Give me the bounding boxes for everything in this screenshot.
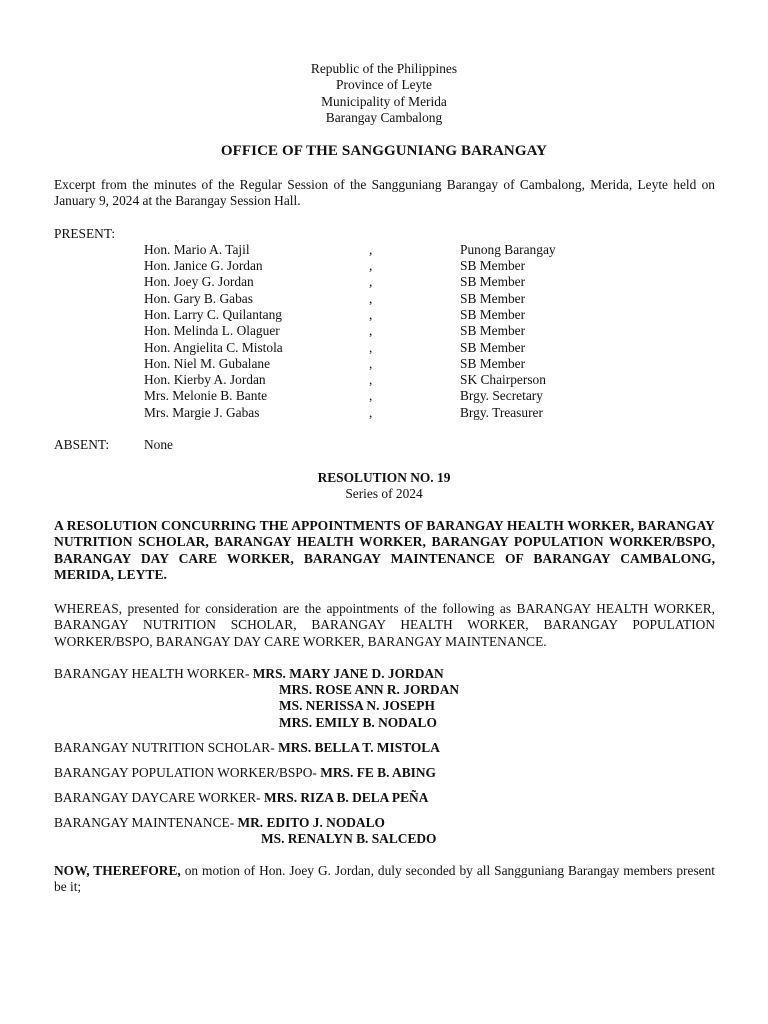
attendee-name: Hon. Joey G. Jordan [144, 274, 254, 289]
attendee-row [0, 323, 768, 339]
appointee-name: MRS. RIZA B. DELA PEÑA [263, 790, 429, 805]
appointee-name: MRS. ROSE ANN R. JORDAN [279, 682, 460, 697]
absent-line [54, 437, 174, 453]
attendee-separator: , [369, 307, 373, 322]
attendee-name: Hon. Mario A. Tajil [144, 242, 250, 257]
attendee-position: SB Member [460, 258, 526, 273]
attendee-position: SK Chairperson [460, 372, 546, 387]
attendee-position: SB Member [460, 307, 526, 322]
appointment-health-worker [54, 666, 444, 682]
appointment-daycare-worker [54, 790, 428, 806]
attendee-row [0, 388, 768, 404]
letterhead-barangay: Barangay Cambalong [325, 109, 443, 125]
appointment-maintenance [54, 815, 385, 831]
attendee-row [0, 258, 768, 274]
attendee-name: Mrs. Margie J. Gabas [144, 405, 260, 420]
attendee-row [0, 356, 768, 372]
attendee-separator: , [369, 291, 373, 306]
appointment-label: BARANGAY NUTRITION SCHOLAR- [54, 740, 279, 755]
attendee-position: SB Member [460, 340, 526, 355]
now-therefore-clause [54, 863, 715, 896]
excerpt-paragraph: Excerpt from the minutes of the Regular Session of the Sangguniang Barangay of Cambalong, Merida, Leyte held on January 9, 2024 at the Barangay Session Hall. [54, 177, 715, 209]
attendee-position: SB Member [460, 274, 526, 289]
attendee-row [0, 340, 768, 356]
attendee-name: Hon. Janice G. Jordan [144, 258, 263, 273]
appointee-name: MRS. MARY JANE D. JORDAN [252, 666, 444, 681]
attendee-separator: , [369, 372, 373, 387]
appointment-label: BARANGAY HEALTH WORKER- [54, 666, 253, 681]
letterhead-municipality: Municipality of Merida [321, 93, 447, 109]
attendee-separator: , [369, 340, 373, 355]
attendee-position: Punong Barangay [460, 242, 556, 257]
now-therefore-text: on motion of Hon. Joey G. Jordan, duly seconded by all Sangguniang Barangay members present be it; [54, 863, 716, 895]
attendee-name: Hon. Niel M. Gubalane [144, 356, 271, 371]
attendee-separator: , [369, 323, 373, 338]
attendee-separator: , [369, 274, 373, 289]
attendee-position: SB Member [460, 291, 526, 306]
attendee-name: Hon. Kierby A. Jordan [144, 372, 266, 387]
resolution-series: Series of 2024 [345, 486, 423, 501]
attendee-position: SB Member [460, 356, 526, 371]
attendee-name: Hon. Larry C. Quilantang [144, 307, 282, 322]
attendee-name: Hon. Gary B. Gabas [144, 291, 253, 306]
attendee-row [0, 291, 768, 307]
attendee-separator: , [369, 258, 373, 273]
appointment-nutrition-scholar [54, 740, 440, 756]
attendee-separator: , [369, 388, 373, 403]
attendee-separator: , [369, 356, 373, 371]
appointee-name: MS. NERISSA N. JOSEPH [279, 698, 435, 713]
attendee-name: Mrs. Melonie B. Bante [144, 388, 268, 403]
appointee-name: MRS. FE B. ABING [320, 765, 436, 780]
present-label: PRESENT: [54, 226, 116, 241]
appointee-name: MRS. BELLA T. MISTOLA [278, 740, 440, 755]
attendee-row [0, 372, 768, 388]
appointee-name: MR. EDITO J. NODALO [237, 815, 385, 830]
appointment-label: BARANGAY MAINTENANCE- [54, 815, 238, 830]
attendee-separator: , [369, 405, 373, 420]
now-therefore-lead: NOW, THEREFORE, [54, 863, 181, 878]
letterhead-province: Province of Leyte [336, 77, 432, 93]
resolution-title: A RESOLUTION CONCURRING THE APPOINTMENTS OF BARANGAY HEALTH WORKER, BARANGAY NUTRITION SCHOLAR, BARANGAY HEALTH WORKER, BARANGAY POPULATION WORKER/BSPO, BARANGAY DAY CARE WORKER, BARANGAY MAINTENANCE OF BARANGAY CAMBALONG, MERIDA, LEYTE. [54, 518, 715, 582]
office-title: OFFICE OF THE SANGGUNIANG BARANGAY [220, 143, 548, 159]
attendee-position: Brgy. Secretary [460, 388, 543, 403]
appointee-name: MS. RENALYN B. SALCEDO [261, 831, 437, 846]
letterhead [0, 61, 768, 126]
absent-label: ABSENT: [54, 437, 110, 452]
attendee-separator: , [369, 242, 373, 257]
appointment-label: BARANGAY POPULATION WORKER/BSPO- [54, 765, 321, 780]
attendee-name: Hon. Melinda L. Olaguer [144, 323, 280, 338]
resolution-number: RESOLUTION NO. 19 [317, 470, 451, 485]
attendee-row [0, 405, 768, 421]
whereas-clause: WHEREAS, presented for consideration are the appointments of the following as BARANGAY HEALTH WORKER, BARANGAY NUTRITION SCHOLAR, BARANGAY HEALTH WORKER, BARANGAY POPULATION WORKER/BSPO, BARANGAY DAY CARE WORKER, BARANGAY MAINTENANCE. [54, 601, 715, 649]
attendee-row [0, 242, 768, 258]
attendee-row [0, 307, 768, 323]
attendee-row [0, 274, 768, 290]
attendee-position: SB Member [460, 323, 526, 338]
letterhead-country: Republic of the Philippines [310, 61, 458, 76]
attendee-position: Brgy. Treasurer [460, 405, 543, 420]
attendee-name: Hon. Angielita C. Mistola [144, 340, 283, 355]
appointee-name: MRS. EMILY B. NODALO [279, 715, 437, 730]
absent-value: None [144, 437, 174, 452]
appointment-population-worker [54, 765, 436, 781]
appointment-label: BARANGAY DAYCARE WORKER- [54, 790, 264, 805]
